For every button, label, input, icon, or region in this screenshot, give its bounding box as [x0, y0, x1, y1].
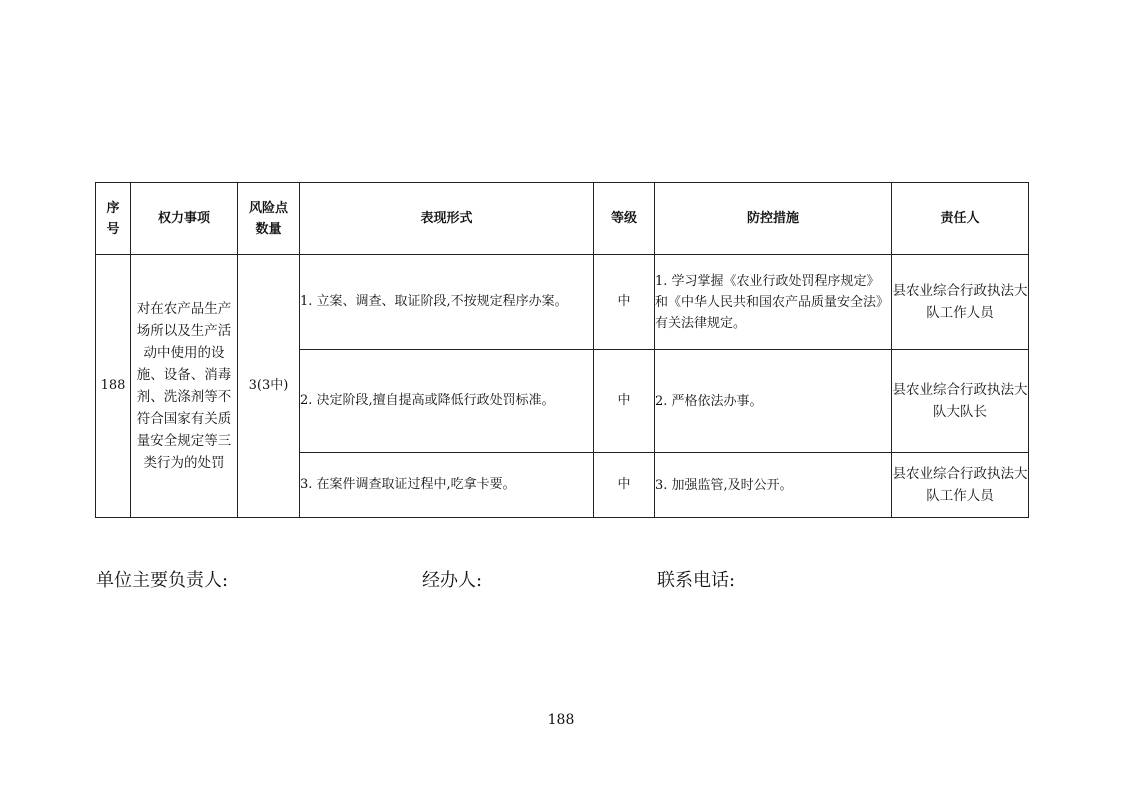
seq-cell: 188 — [96, 255, 131, 518]
risk-count-cell: 3(3中) — [238, 255, 300, 518]
header-responsible: 责任人 — [892, 183, 1029, 255]
phone-label: 联系电话: — [657, 570, 736, 591]
header-measures: 防控措施 — [655, 183, 892, 255]
table-header-row — [96, 183, 1029, 255]
form-cell: 3. 在案件调查取证过程中,吃拿卡要。 — [300, 453, 594, 518]
header-matter: 权力事项 — [131, 183, 238, 255]
form-cell: 1. 立案、调查、取证阶段,不按规定程序办案。 — [300, 255, 594, 350]
responsible-cell: 县农业综合行政执法大队大队长 — [892, 350, 1029, 453]
measure-cell: 2. 严格依法办事。 — [655, 350, 892, 453]
level-cell: 中 — [594, 350, 655, 453]
level-cell: 中 — [594, 255, 655, 350]
measure-cell: 1. 学习掌握《农业行政处罚程序规定》和《中华人民共和国农产品质量安全法》有关法律规定。 — [655, 255, 892, 350]
responsible-cell: 县农业综合行政执法大队工作人员 — [892, 453, 1029, 518]
page-number: 188 — [547, 712, 575, 728]
header-form: 表现形式 — [300, 183, 594, 255]
handler-label: 经办人: — [422, 570, 483, 591]
header-risk-count: 风险点数量 — [238, 183, 300, 255]
matter-cell: 对在农产品生产场所以及生产活动中使用的设施、设备、消毒剂、洗涤剂等不符合国家有关质量安全规定等三类行为的处罚 — [131, 255, 238, 518]
header-level: 等级 — [594, 183, 655, 255]
table-row — [96, 255, 1029, 350]
header-seq: 序号 — [96, 183, 131, 255]
responsible-cell: 县农业综合行政执法大队工作人员 — [892, 255, 1029, 350]
unit-head-label: 单位主要负责人: — [96, 570, 229, 591]
risk-control-table — [95, 182, 1029, 518]
measure-cell: 3. 加强监管,及时公开。 — [655, 453, 892, 518]
level-cell: 中 — [594, 453, 655, 518]
form-cell: 2. 决定阶段,擅自提高或降低行政处罚标准。 — [300, 350, 594, 453]
